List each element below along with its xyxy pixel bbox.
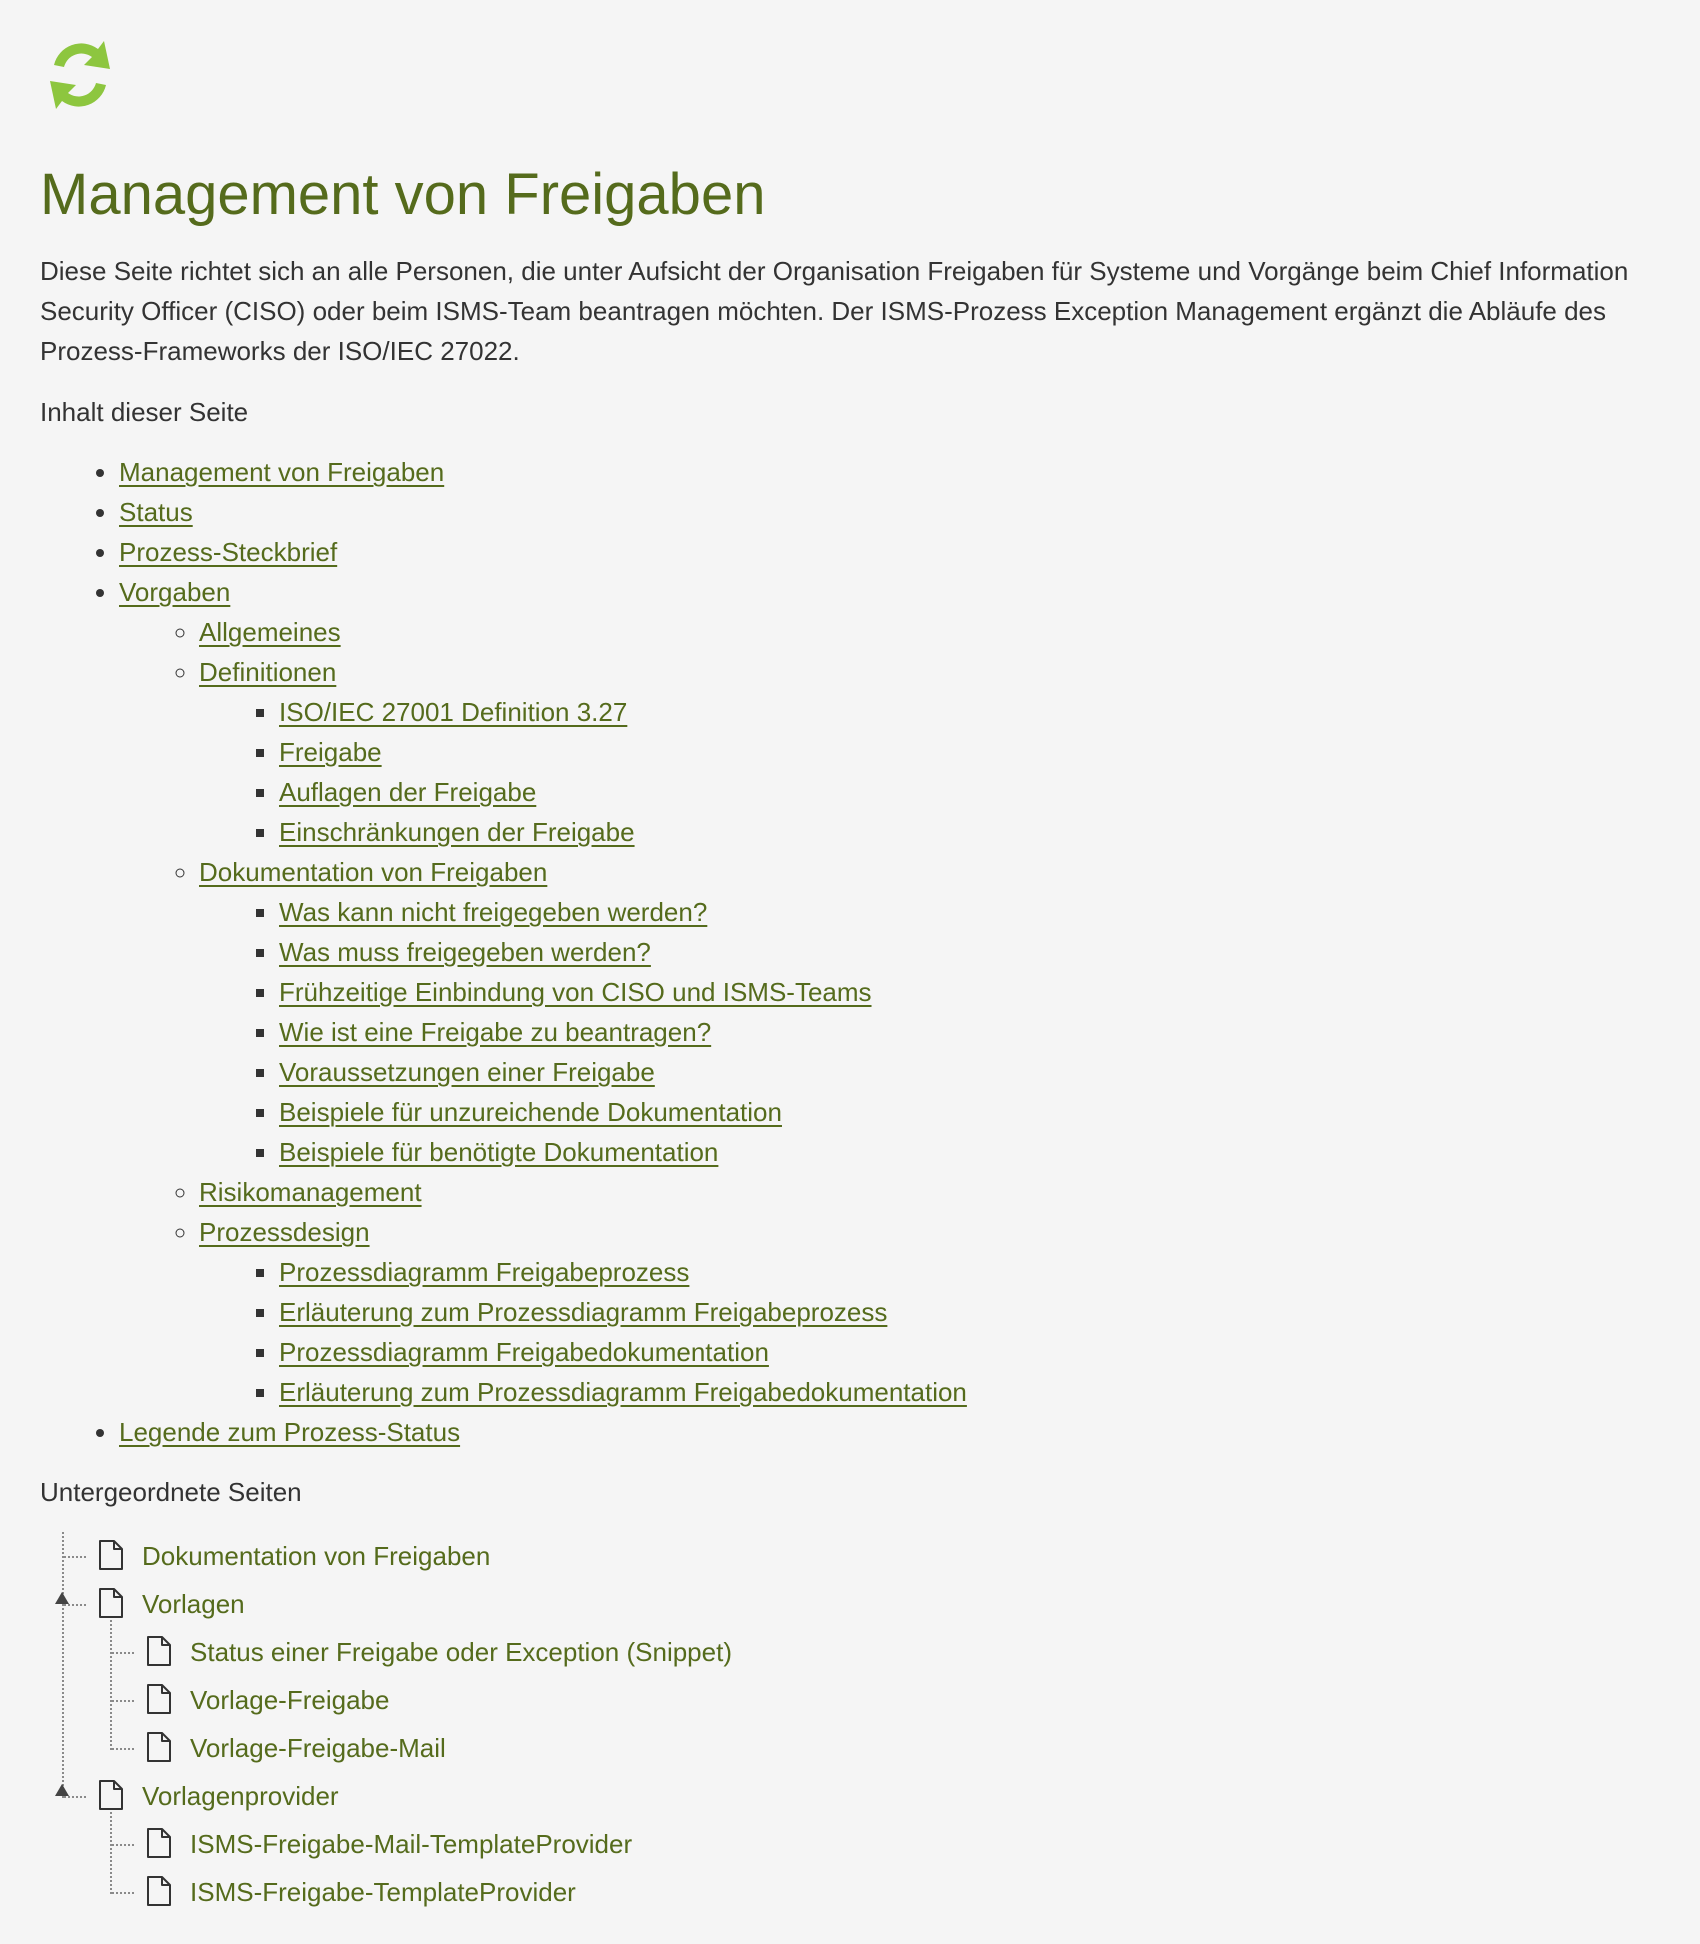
toc-link-steckbrief[interactable]: Prozess-Steckbrief	[119, 537, 338, 567]
toc-link-voraussetzungen[interactable]: Voraussetzungen einer Freigabe	[279, 1057, 655, 1087]
tree-connector	[112, 1652, 134, 1654]
child-page-item[interactable]	[98, 1772, 339, 1820]
toc-link-dokumentation[interactable]: Dokumentation von Freigaben	[199, 857, 548, 887]
toc-link-beantragen[interactable]: Wie ist eine Freigabe zu beantragen?	[279, 1017, 712, 1047]
toc-item	[279, 1372, 967, 1412]
toc-link-management[interactable]: Management von Freigaben	[119, 457, 445, 487]
toc-item	[279, 1332, 967, 1372]
page-title: Management von Freigaben	[40, 162, 766, 227]
toc-item	[279, 932, 967, 972]
tree-connector	[62, 1532, 64, 1798]
tree-connector	[110, 1616, 112, 1750]
toc-link-einschraenkungen[interactable]: Einschränkungen der Freigabe	[279, 817, 635, 847]
toc-item	[279, 1252, 967, 1292]
toc-item	[199, 852, 967, 1172]
child-page-item[interactable]	[146, 1868, 576, 1916]
page-icon	[98, 1540, 124, 1570]
child-page-label: Vorlagenprovider	[142, 1781, 339, 1811]
toc-link-einbindung[interactable]: Frühzeitige Einbindung von CISO und ISMS-Teams	[279, 977, 872, 1007]
toc-item	[279, 1092, 967, 1132]
toc-heading: Inhalt dieser Seite	[40, 397, 249, 427]
child-page-label: ISMS-Freigabe-TemplateProvider	[190, 1877, 576, 1907]
page-icon	[146, 1828, 172, 1858]
tree-connector	[110, 1808, 112, 1894]
child-page-label: Status einer Freigabe oder Exception (Snippet)	[190, 1637, 732, 1667]
toc-item	[119, 1412, 967, 1452]
toc-link-benoetigt[interactable]: Beispiele für benötigte Dokumentation	[279, 1137, 719, 1167]
toc-link-definitionen[interactable]: Definitionen	[199, 657, 337, 687]
toc-item	[279, 692, 967, 732]
toc-item	[119, 452, 967, 492]
child-page-item[interactable]	[146, 1724, 446, 1772]
toc-link-status[interactable]: Status	[119, 497, 193, 527]
toc-link-muss-freigeben[interactable]: Was muss freigegeben werden?	[279, 937, 651, 967]
child-page-item[interactable]	[146, 1820, 632, 1868]
child-pages-tree	[40, 1532, 1040, 1932]
tree-connector	[64, 1604, 86, 1606]
toc-link-prozessdesign[interactable]: Prozessdesign	[199, 1217, 370, 1247]
toc-link-legende[interactable]: Legende zum Prozess-Status	[119, 1417, 461, 1447]
toc-item	[279, 772, 967, 812]
toc-link-vorgaben[interactable]: Vorgaben	[119, 577, 231, 607]
toc-link-diagramm-dokumentation[interactable]: Prozessdiagramm Freigabedokumentation	[279, 1337, 769, 1367]
child-pages-heading: Untergeordnete Seiten	[40, 1477, 302, 1507]
toc-link-allgemeines[interactable]: Allgemeines	[199, 617, 341, 647]
page-icon	[146, 1684, 172, 1714]
toc-item	[279, 972, 967, 1012]
child-page-label: ISMS-Freigabe-Mail-TemplateProvider	[190, 1829, 633, 1859]
tree-connector	[64, 1556, 86, 1558]
toc-item	[279, 1132, 967, 1172]
toc-item	[119, 572, 967, 1412]
toc-item	[199, 612, 967, 652]
page-icon	[146, 1876, 172, 1906]
child-page-label: Dokumentation von Freigaben	[142, 1541, 491, 1571]
page-icon	[98, 1588, 124, 1618]
tree-connector	[112, 1700, 134, 1702]
child-page-item[interactable]	[98, 1580, 245, 1628]
toc-link-iso-definition[interactable]: ISO/IEC 27001 Definition 3.27	[279, 697, 628, 727]
toc-link-erlaeuterung-dokumentation[interactable]: Erläuterung zum Prozessdiagramm Freigabedokumentation	[279, 1377, 967, 1407]
toc-item	[279, 1292, 967, 1332]
tree-connector	[64, 1796, 86, 1798]
child-page-item[interactable]	[146, 1628, 732, 1676]
toc-item	[199, 1212, 967, 1412]
refresh-icon	[40, 35, 120, 115]
toc-item	[279, 1012, 967, 1052]
child-page-label: Vorlagen	[142, 1589, 245, 1619]
toc-item	[119, 492, 967, 532]
toc-link-erlaeuterung-prozess[interactable]: Erläuterung zum Prozessdiagramm Freigabeprozess	[279, 1297, 888, 1327]
page-icon	[146, 1636, 172, 1666]
toc-link-diagramm-prozess[interactable]: Prozessdiagramm Freigabeprozess	[279, 1257, 690, 1287]
toc-item	[199, 652, 967, 852]
page-icon	[146, 1732, 172, 1762]
page-intro: Diese Seite richtet sich an alle Personen, die unter Aufsicht der Organisation Freigaben für Systeme und Vorgänge beim Chief Information Security Officer (CISO) oder beim ISMS-Team beantragen möchten. Der ISMS-Prozess Exception Management ergänzt die Abläufe des Prozess-Frameworks der ISO/IEC 27022.	[40, 256, 1629, 366]
tree-connector	[112, 1748, 134, 1750]
toc-link-auflagen[interactable]: Auflagen der Freigabe	[279, 777, 537, 807]
child-page-item[interactable]	[146, 1676, 389, 1724]
expand-toggle-icon[interactable]	[55, 1784, 69, 1796]
table-of-contents	[40, 452, 967, 1452]
toc-item	[199, 1172, 967, 1212]
child-page-item[interactable]	[98, 1532, 490, 1580]
tree-connector	[112, 1844, 134, 1846]
child-page-label: Vorlage-Freigabe	[190, 1685, 390, 1715]
expand-toggle-icon[interactable]	[55, 1592, 69, 1604]
toc-link-freigabe[interactable]: Freigabe	[279, 737, 382, 767]
toc-item	[279, 732, 967, 772]
toc-link-risikomanagement[interactable]: Risikomanagement	[199, 1177, 422, 1207]
toc-link-nicht-freigeben[interactable]: Was kann nicht freigegeben werden?	[279, 897, 708, 927]
toc-item	[279, 1052, 967, 1092]
page-icon	[98, 1780, 124, 1810]
child-page-label: Vorlage-Freigabe-Mail	[190, 1733, 446, 1763]
toc-link-unzureichend[interactable]: Beispiele für unzureichende Dokumentation	[279, 1097, 782, 1127]
toc-item	[279, 892, 967, 932]
tree-connector	[112, 1892, 134, 1894]
toc-item	[119, 532, 967, 572]
toc-item	[279, 812, 967, 852]
